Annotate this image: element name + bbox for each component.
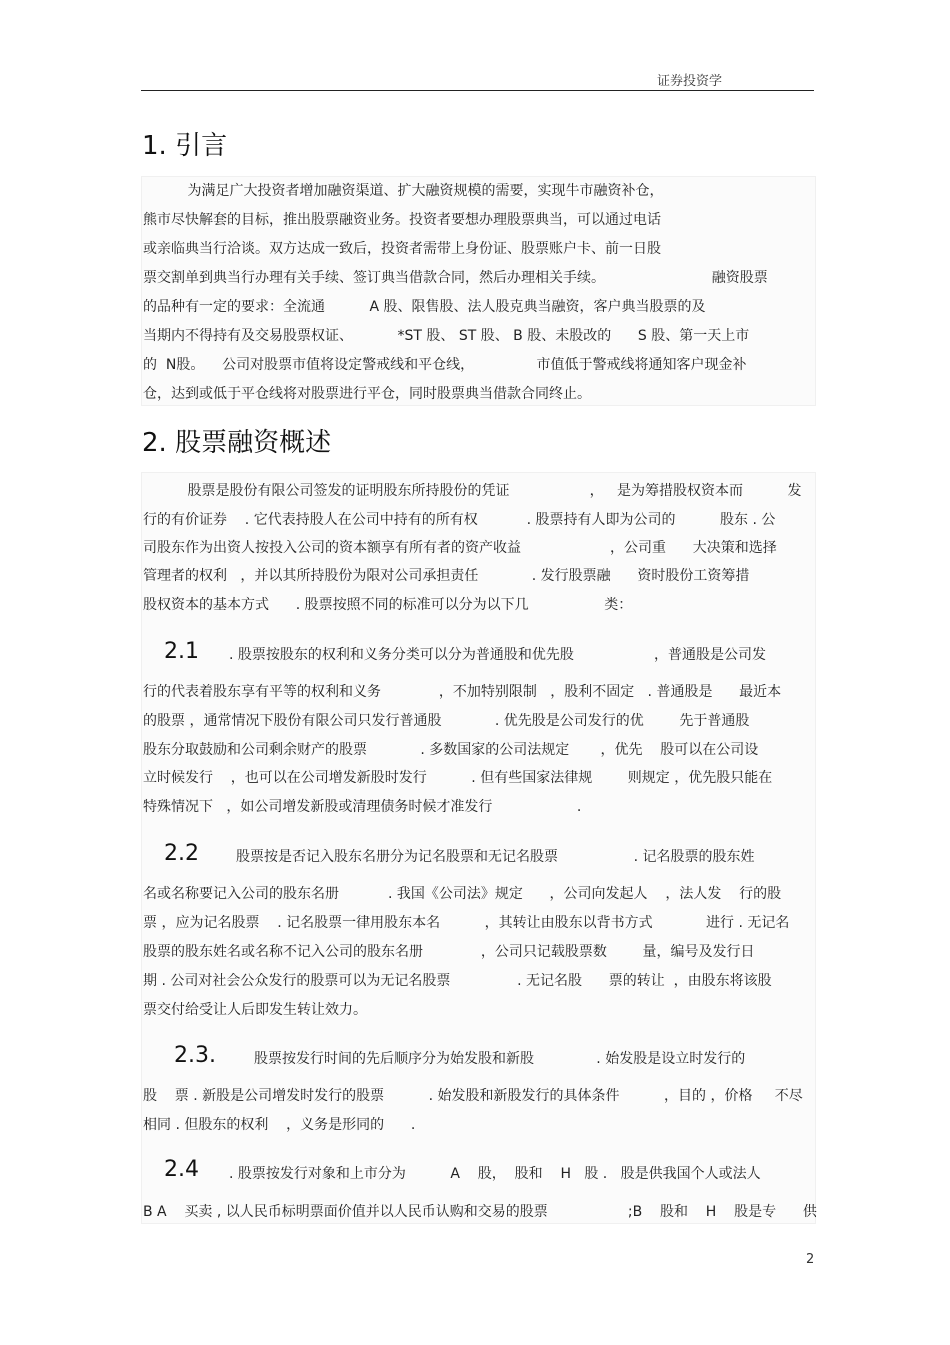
paragraph-line: 票交割单到典当行办理有关手续、签订典当借款合同，然后办理相关手续。 融资股票 xyxy=(143,270,768,286)
paragraph-line: 特殊情况下 ，如公司增发新股或清理债务时候才准发行 . xyxy=(143,799,582,815)
paragraph-line: 立时候发行 ，也可以在公司增发新股时发行 . 但有些国家法律规 则规定 ，优先股只能在 xyxy=(143,770,773,786)
section-heading-1: 1. 引言 xyxy=(142,131,228,161)
subsection-first-line: . 股票按股东的权利和义务分类可以分为普通股和优先股 ，普通股是公司发 xyxy=(229,647,767,663)
paragraph-line: B A 买卖 , 以人民币标明票面价值并以人民币认购和交易的股票 ;B 股和 H 股是专 供 xyxy=(143,1204,817,1220)
subsection-number: 2.2 xyxy=(164,841,199,866)
paragraph-line: 仓，达到或低于平仓线将对股票进行平仓，同时股票典当借款合同终止。 xyxy=(143,386,591,402)
paragraph-line: 的品种有一定的要求：全流通 A 股、限售股、法人股克典当融资，客户典当股票的及 xyxy=(143,299,706,315)
paragraph-line: 行的代表着股东享有平等的权利和义务 ，不加特别限制 ，股利不固定 . 普通股是 最近本 xyxy=(143,684,782,700)
subsection-number: 2.1 xyxy=(164,639,199,664)
paragraph-line: 名或名称要记入公司的股东名册 . 我国《公司法》规定 ，公司向发起人 ，法人发 行的股 xyxy=(143,886,782,902)
paragraph-line: 股 票 . 新股是公司增发时发行的股票 . 始发股和新股发行的具体条件 ，目的 ，价格 不尽 xyxy=(143,1088,803,1104)
paragraph-line: 股票是股份有限公司签发的证明股东所持股份的凭证 ， 是为筹措股权资本而 发 xyxy=(143,483,802,499)
subsection-first-line: 股票按是否记入股东名册分为记名股票和无记名股票 . 记名股票的股东姓 xyxy=(236,849,755,865)
subsection-first-line: . 股票按发行对象和上市分为 A 股， 股和 H 股 . 股是供我国个人或法人 xyxy=(229,1166,761,1182)
paragraph-line: 股权资本的基本方式 . 股票按照不同的标准可以分为以下几 类： xyxy=(143,597,633,613)
paragraph-line: 的 N股。 公司对股票市值将设定警戒线和平仓线， 市值低于警戒线将通知客户现金补 xyxy=(143,357,747,373)
paragraph-line: 熊市尽快解套的目标，推出股票融资业务。投资者要想办理股票典当，可以通过电话 xyxy=(143,212,661,228)
paragraph-line: 管理者的权利 ，并以其所持股份为限对公司承担责任 . 发行股票融 资时股份工资筹措 xyxy=(143,568,750,584)
section-heading-2: 2. 股票融资概述 xyxy=(142,428,332,458)
page-number: 2 xyxy=(806,1252,815,1267)
paragraph-line: 行的有价证券 . 它代表持股人在公司中持有的所有权 . 股票持有人即为公司的 股东 . 公 xyxy=(143,512,776,528)
paragraph-line: 司股东作为出资人按投入公司的资本额享有所有者的资产收益 ，公司重 大决策和选择 xyxy=(143,540,777,556)
paragraph-line: 当期内不得持有及交易股票权证、 *ST 股、 ST 股、 B 股、未股改的 S 股、第一天上市 xyxy=(143,328,750,344)
paragraph-line: 或亲临典当行洽谈。双方达成一致后，投资者需带上身份证、股票账户卡、前一日股 xyxy=(143,241,661,257)
paragraph-line: 为满足广大投资者增加融资渠道、扩大融资规模的需要，实现牛市融资补仓， xyxy=(143,183,664,199)
paragraph-line: 股票的股东姓名或名称不记入公司的股东名册 ，公司只记载股票数 量，编号及发行日 xyxy=(143,944,755,960)
paragraph-line: 相同 . 但股东的权利 ，义务是形同的 . xyxy=(143,1117,416,1133)
paragraph-line: 票交付给受让人后即发生转让效力。 xyxy=(143,1002,367,1018)
paragraph-line: 股东分取鼓励和公司剩余财产的股票 . 多数国家的公司法规定 ，优先 股可以在公司设 xyxy=(143,742,759,758)
paragraph-line: 票 ，应为记名股票 . 记名股票一律用股东本名 ，其转让由股东以背书方式 进行 . 无记名 xyxy=(143,915,790,931)
paragraph-line: 的股票 ，通常情况下股份有限公司只发行普通股 . 优先股是公司发行的优 先于普通股 xyxy=(143,713,750,729)
running-header: 证券投资学 xyxy=(657,74,723,89)
subsection-first-line: 股票按发行时间的先后顺序分为始发股和新股 . 始发股是设立时发行的 xyxy=(254,1051,746,1067)
subsection-number: 2.4 xyxy=(164,1157,199,1182)
subsection-number: 2.3. xyxy=(174,1043,216,1068)
paragraph-line: 期 . 公司对社会公众发行的股票可以为无记名股票 . 无记名股 票的转让 ，由股东将该股 xyxy=(143,973,772,989)
header-rule xyxy=(141,90,814,91)
